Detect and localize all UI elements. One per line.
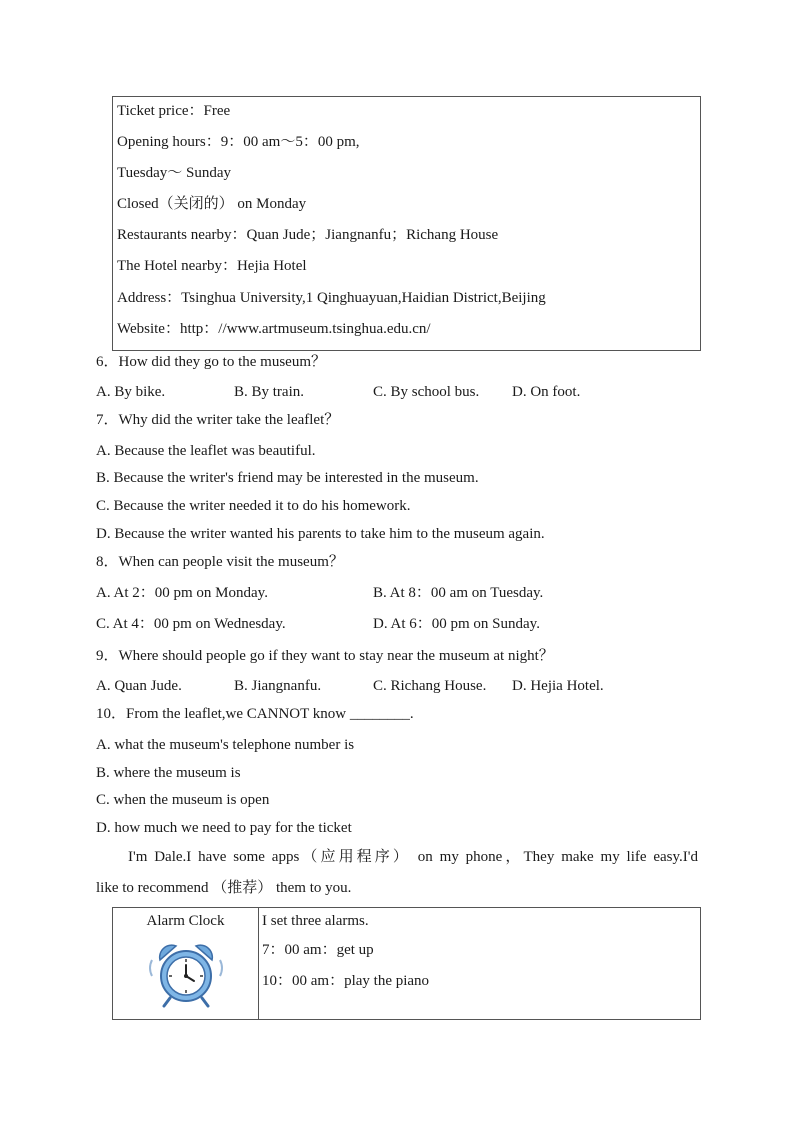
leaflet-opening-hours: Opening hours：9：00 am～5：00 pm, xyxy=(117,134,360,150)
question-8-option-a: A. At 2：00 pm on Monday. xyxy=(96,585,268,601)
question-7-option-c: C. Because the writer needed it to do his homework. xyxy=(96,498,411,514)
passage-line-2: like to recommend （推荐） them to you. xyxy=(96,880,352,896)
question-7-option-b: B. Because the writer's friend may be interested in the museum. xyxy=(96,470,479,486)
alarm-detail-3: 10：00 am：play the piano xyxy=(262,973,430,989)
question-9-option-a: A. Quan Jude. xyxy=(96,678,182,694)
question-10-option-a: A. what the museum's telephone number is xyxy=(96,737,355,753)
alarm-clock-icon xyxy=(146,938,226,1010)
question-7-option-d: D. Because the writer wanted his parents to take him to the museum again. xyxy=(96,526,545,542)
question-9-option-d: D. Hejia Hotel. xyxy=(512,678,604,694)
leaflet-box xyxy=(112,96,701,351)
question-6-stem: 6．How did they go to the museum？ xyxy=(96,354,326,370)
leaflet-website: Website：http：//www.artmuseum.tsinghua.edu.cn/ xyxy=(117,321,431,337)
question-8-option-b: B. At 8：00 am on Tuesday. xyxy=(373,585,544,601)
question-6-option-a: A. By bike. xyxy=(96,384,166,400)
leaflet-open-days: Tuesday～ Sunday xyxy=(117,165,232,181)
alarm-detail-2: 7：00 am：get up xyxy=(262,942,374,958)
question-10-stem: 10．From the leaflet,we CANNOT know ________. xyxy=(96,706,414,722)
question-7-option-a: A. Because the leaflet was beautiful. xyxy=(96,443,316,459)
passage-line-1: I'm Dale.I have some apps（应用程序） on my phone，They make my life easy.I'd xyxy=(128,849,698,865)
question-6-option-b: B. By train. xyxy=(234,384,304,400)
alarm-detail-1: I set three alarms. xyxy=(262,913,369,929)
question-8-option-c: C. At 4：00 pm on Wednesday. xyxy=(96,616,286,632)
question-6-option-c: C. By school bus. xyxy=(373,384,480,400)
leaflet-address: Address：Tsinghua University,1 Qinghuayuan,Haidian District,Beijing xyxy=(117,290,546,306)
question-8-stem: 8．When can people visit the museum？ xyxy=(96,554,344,570)
question-9-option-c: C. Richang House. xyxy=(373,678,487,694)
question-10-option-b: B. where the museum is xyxy=(96,765,241,781)
question-7-stem: 7．Why did the writer take the leaflet？ xyxy=(96,412,340,428)
question-10-option-d: D. how much we need to pay for the ticket xyxy=(96,820,352,836)
leaflet-hotel: The Hotel nearby：Hejia Hotel xyxy=(117,258,307,274)
question-10-option-c: C. when the museum is open xyxy=(96,792,270,808)
app-name-alarm-clock: Alarm Clock xyxy=(146,913,225,929)
table-column-divider xyxy=(258,908,259,1019)
question-9-stem: 9．Where should people go if they want to stay near the museum at night？ xyxy=(96,648,554,664)
question-9-option-b: B. Jiangnanfu. xyxy=(234,678,322,694)
question-6-option-d: D. On foot. xyxy=(512,384,581,400)
question-8-option-d: D. At 6：00 pm on Sunday. xyxy=(373,616,540,632)
leaflet-closed-day: Closed（关闭的） on Monday xyxy=(117,196,307,212)
apps-table xyxy=(112,907,701,1020)
leaflet-ticket-price: Ticket price：Free xyxy=(117,103,231,119)
leaflet-restaurants: Restaurants nearby：Quan Jude；Jiangnanfu；Richang House xyxy=(117,227,499,243)
